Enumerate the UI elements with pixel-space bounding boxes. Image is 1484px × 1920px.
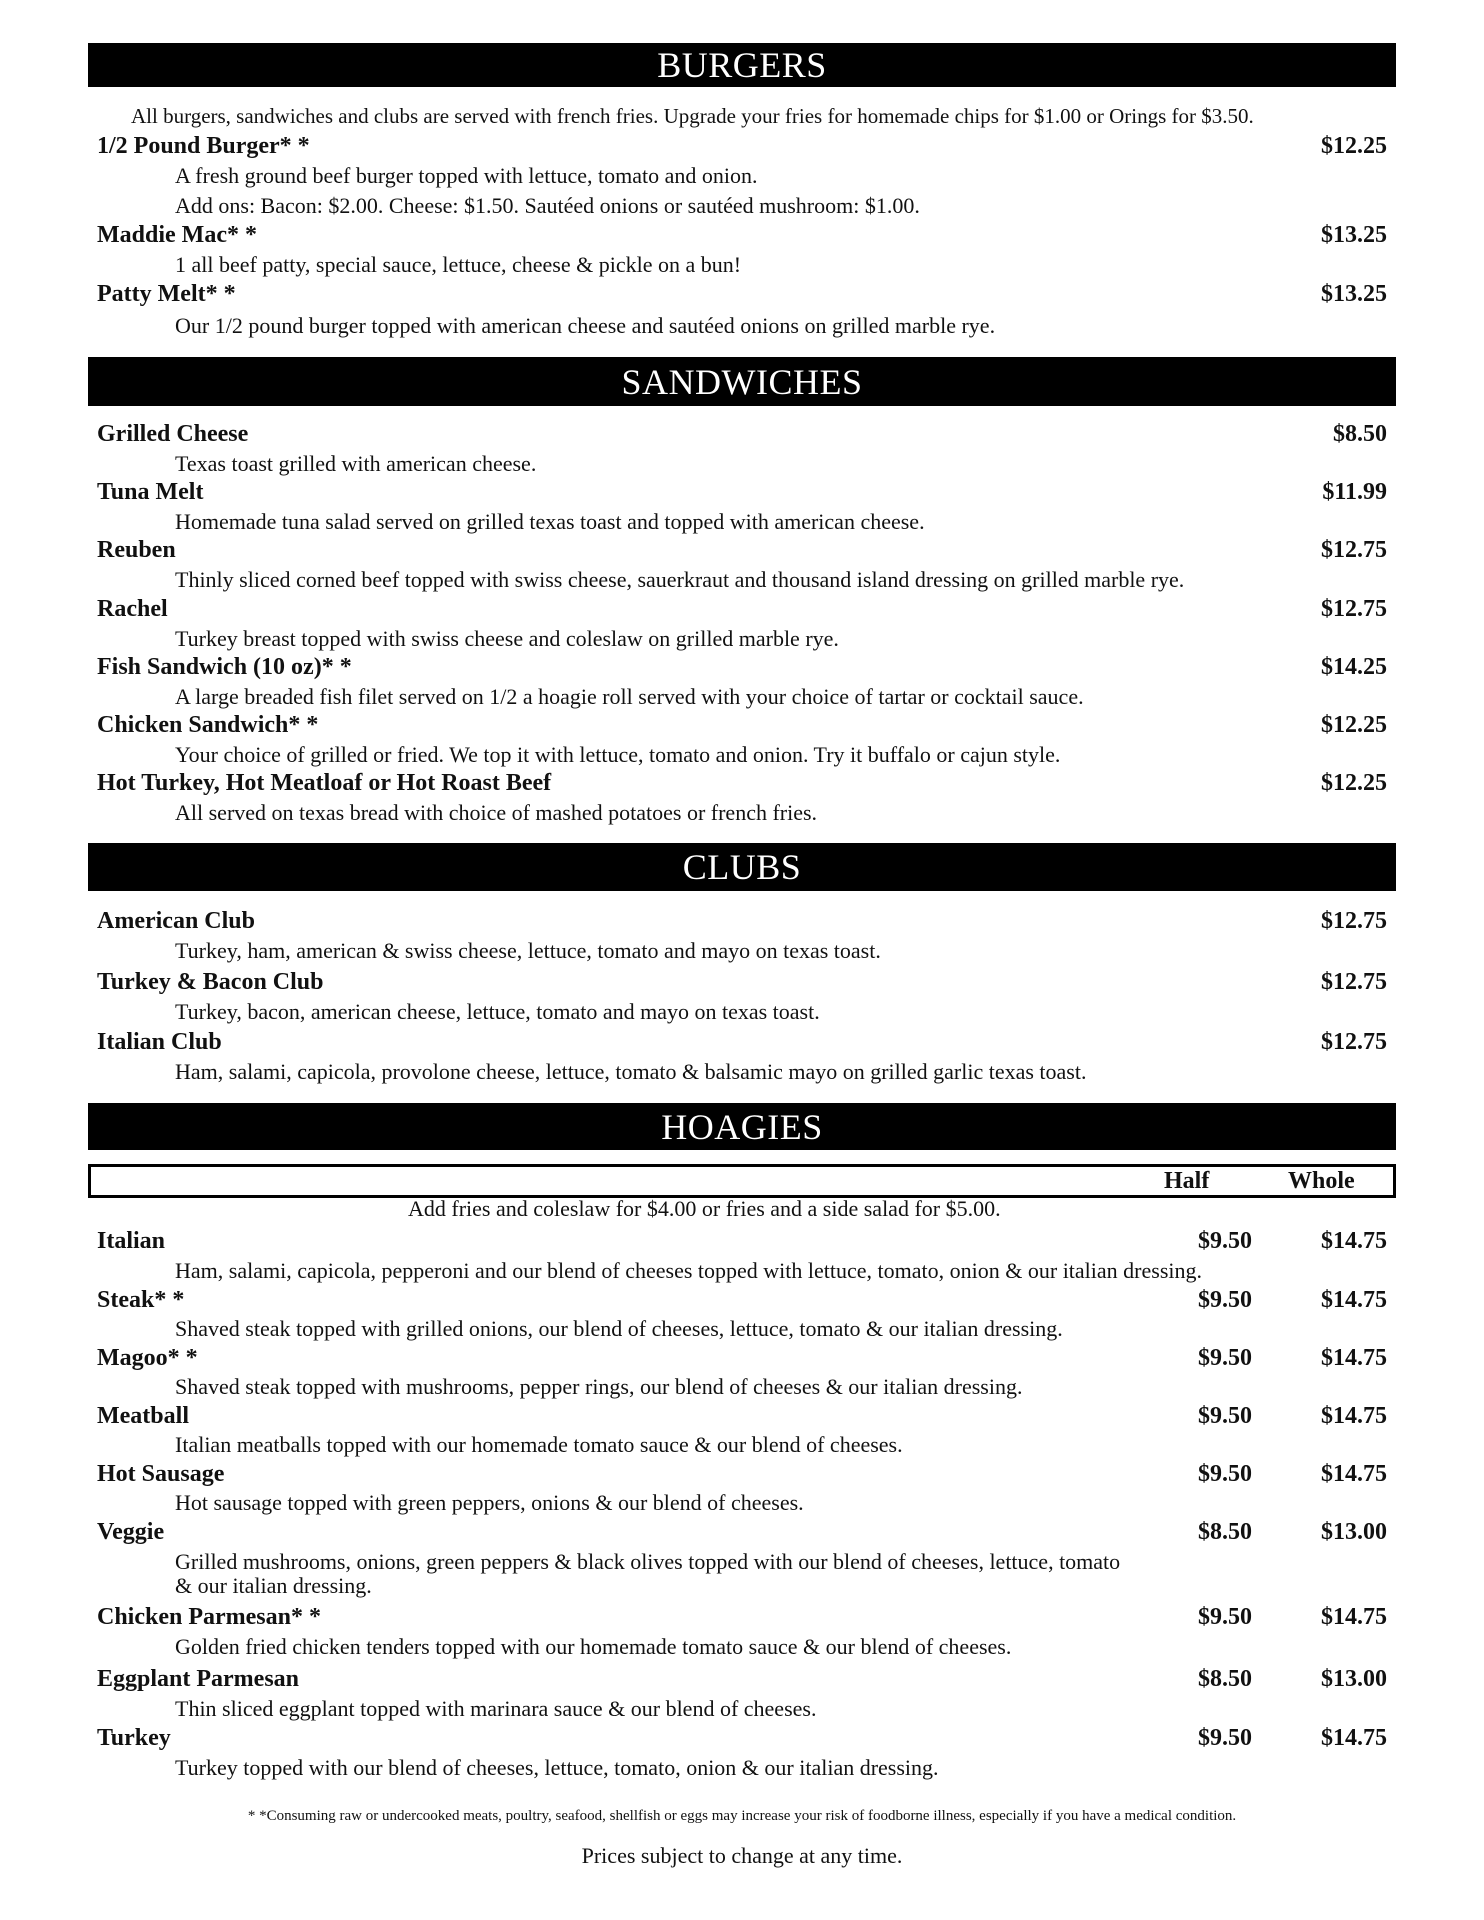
menu-item: [97, 770, 1387, 800]
item-name: Eggplant Parmesan: [97, 1666, 300, 1692]
menu-item: [97, 654, 1387, 684]
item-description: Ham, salami, capicola, provolone cheese, lettuce, tomato & balsamic mayo on grilled garlic texas toast.: [175, 1059, 1087, 1084]
item-name: Steak* *: [97, 1287, 185, 1313]
item-price-whole: $14.75: [1321, 1345, 1387, 1371]
menu-item: [97, 712, 1387, 742]
item-description: Italian meatballs topped with our homemade tomato sauce & our blend of cheeses.: [175, 1432, 903, 1457]
sandwiches-header: SANDWICHES: [88, 357, 1396, 406]
item-description: Golden fried chicken tenders topped with our homemade tomato sauce & our blend of cheeses.: [175, 1634, 1012, 1659]
item-description: Ham, salami, capicola, pepperoni and our blend of cheeses topped with lettuce, tomato, onion & our italian dressing.: [175, 1258, 1202, 1283]
item-description: Turkey topped with our blend of cheeses, lettuce, tomato, onion & our italian dressing.: [175, 1755, 939, 1780]
item-price-whole: $14.75: [1321, 1403, 1387, 1429]
item-price: $12.25: [1321, 712, 1387, 738]
item-price: $12.75: [1321, 908, 1387, 934]
item-name: Rachel: [97, 596, 168, 622]
item-description: Grilled mushrooms, onions, green peppers & black olives topped with our blend of cheeses, lettuce, tomato: [175, 1549, 1121, 1574]
menu-item: [97, 1228, 1387, 1258]
menu-item: [97, 537, 1387, 567]
item-price: $12.75: [1321, 537, 1387, 563]
menu-item: [97, 133, 1387, 163]
item-price-half: $9.50: [1198, 1287, 1252, 1313]
item-name: Hot Sausage: [97, 1461, 225, 1487]
item-name: Magoo* *: [97, 1345, 198, 1371]
menu-item: [97, 969, 1387, 999]
item-name: Hot Turkey, Hot Meatloaf or Hot Roast Beef: [97, 770, 552, 796]
menu-item: [97, 222, 1387, 252]
item-price-whole: $14.75: [1321, 1228, 1387, 1254]
item-description: Thin sliced eggplant topped with marinara sauce & our blend of cheeses.: [175, 1696, 817, 1721]
item-name: Veggie: [97, 1519, 165, 1545]
item-addons: Add ons: Bacon: $2.00. Cheese: $1.50. Sautéed onions or sautéed mushroom: $1.00.: [175, 193, 920, 218]
item-price-whole: $13.00: [1321, 1666, 1387, 1692]
item-price: $12.75: [1321, 1029, 1387, 1055]
item-name: Grilled Cheese: [97, 421, 249, 447]
health-warning-footnote: * *Consuming raw or undercooked meats, poultry, seafood, shellfish or eggs may increase your risk of foodborne illness, especially if you have a medical condition.: [247, 1808, 1237, 1824]
item-price: $11.99: [1322, 479, 1387, 505]
item-description: Turkey, bacon, american cheese, lettuce, tomato and mayo on texas toast.: [175, 999, 820, 1024]
item-description: Our 1/2 pound burger topped with american cheese and sautéed onions on grilled marble rye.: [175, 313, 996, 338]
item-price-half: $9.50: [1198, 1403, 1252, 1429]
item-price-half: $9.50: [1198, 1228, 1252, 1254]
item-price-whole: $14.75: [1321, 1725, 1387, 1751]
item-price-half: $9.50: [1198, 1604, 1252, 1630]
item-price-half: $9.50: [1198, 1725, 1252, 1751]
item-name: Tuna Melt: [97, 479, 204, 505]
item-name: Maddie Mac* *: [97, 222, 257, 248]
burgers-header: BURGERS: [88, 43, 1396, 87]
item-description: Hot sausage topped with green peppers, onions & our blend of cheeses.: [175, 1490, 804, 1515]
menu-item: [97, 1029, 1387, 1059]
menu-item: [97, 1725, 1387, 1755]
item-description: Turkey, ham, american & swiss cheese, lettuce, tomato and mayo on texas toast.: [175, 938, 881, 963]
menu-item: [97, 1287, 1387, 1317]
menu-item: [97, 1403, 1387, 1433]
item-name: Meatball: [97, 1403, 189, 1429]
item-price-whole: $13.00: [1321, 1519, 1387, 1545]
item-description: Turkey breast topped with swiss cheese and coleslaw on grilled marble rye.: [175, 626, 839, 651]
menu-item: [97, 908, 1387, 938]
item-description: A large breaded fish filet served on 1/2 a hoagie roll served with your choice of tartar or cocktail sauce.: [175, 684, 1084, 709]
menu-item: [97, 281, 1387, 311]
item-description: Homemade tuna salad served on grilled texas toast and topped with american cheese.: [175, 509, 925, 534]
item-description: Texas toast grilled with american cheese.: [175, 451, 537, 476]
column-half-label: Half: [1164, 1168, 1210, 1194]
hoagies-note: Add fries and coleslaw for $4.00 or fries and a side salad for $5.00.: [408, 1196, 1001, 1221]
clubs-header: CLUBS: [88, 843, 1396, 891]
price-disclaimer: Prices subject to change at any time.: [581, 1843, 903, 1868]
item-price-whole: $14.75: [1321, 1287, 1387, 1313]
item-price: $13.25: [1321, 222, 1387, 248]
item-name: Italian Club: [97, 1029, 222, 1055]
item-name: Turkey & Bacon Club: [97, 969, 324, 995]
item-price: $12.75: [1321, 596, 1387, 622]
item-price: $14.25: [1321, 654, 1387, 680]
item-name: Turkey: [97, 1725, 171, 1751]
item-description: A fresh ground beef burger topped with lettuce, tomato and onion.: [175, 163, 758, 188]
menu-item: [97, 1666, 1387, 1696]
menu-item: [97, 1519, 1387, 1549]
menu-item: [97, 479, 1387, 509]
item-description: Your choice of grilled or fried. We top it with lettuce, tomato and onion. Try it buffalo or cajun style.: [175, 742, 1061, 767]
item-description: Thinly sliced corned beef topped with swiss cheese, sauerkraut and thousand island dressing on grilled marble rye.: [175, 567, 1185, 592]
item-price-half: $9.50: [1198, 1461, 1252, 1487]
item-description-cont: & our italian dressing.: [175, 1573, 372, 1598]
item-price: $12.25: [1321, 770, 1387, 796]
item-description: Shaved steak topped with grilled onions, our blend of cheeses, lettuce, tomato & our italian dressing.: [175, 1316, 1063, 1341]
menu-item: [97, 596, 1387, 626]
item-price: $8.50: [1333, 421, 1387, 447]
item-name: Italian: [97, 1228, 166, 1254]
item-price-whole: $14.75: [1321, 1604, 1387, 1630]
item-price: $13.25: [1321, 281, 1387, 307]
item-description: Shaved steak topped with mushrooms, pepper rings, our blend of cheeses & our italian dressing.: [175, 1374, 1023, 1399]
column-whole-label: Whole: [1288, 1168, 1355, 1194]
menu-item: [97, 1345, 1387, 1375]
item-price-half: $9.50: [1198, 1345, 1252, 1371]
item-price: $12.25: [1321, 133, 1387, 159]
item-name: 1/2 Pound Burger* *: [97, 133, 310, 159]
item-name: Chicken Sandwich* *: [97, 712, 319, 738]
item-name: Fish Sandwich (10 oz)* *: [97, 654, 352, 680]
menu-item: [97, 1604, 1387, 1634]
hoagies-header: HOAGIES: [88, 1103, 1396, 1150]
item-description: All served on texas bread with choice of mashed potatoes or french fries.: [175, 800, 818, 825]
menu-item: [97, 421, 1387, 451]
item-description: 1 all beef patty, special sauce, lettuce, cheese & pickle on a bun!: [175, 252, 742, 277]
item-name: American Club: [97, 908, 255, 934]
item-name: Patty Melt* *: [97, 281, 236, 307]
item-name: Chicken Parmesan* *: [97, 1604, 321, 1630]
menu-item: [97, 1461, 1387, 1491]
item-price-whole: $14.75: [1321, 1461, 1387, 1487]
item-name: Reuben: [97, 537, 176, 563]
burgers-note: All burgers, sandwiches and clubs are served with french fries. Upgrade your fries for homemade chips for $1.00 or Orings for $3.50.: [131, 104, 1254, 128]
item-price-half: $8.50: [1198, 1519, 1252, 1545]
item-price: $12.75: [1321, 969, 1387, 995]
item-price-half: $8.50: [1198, 1666, 1252, 1692]
